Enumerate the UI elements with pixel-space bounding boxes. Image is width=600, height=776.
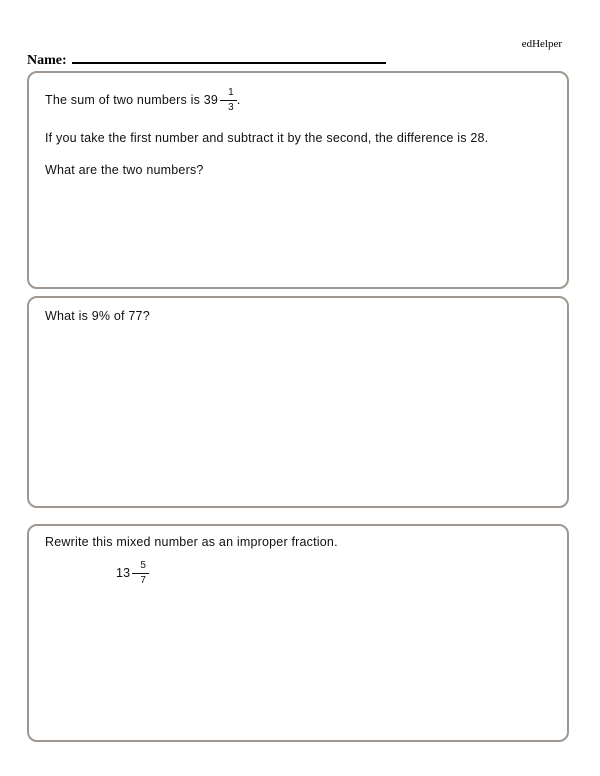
brand-logo-text: edHelper — [521, 38, 562, 50]
problem-1-line-1 — [45, 87, 551, 113]
fraction-denominator: 7 — [140, 574, 146, 586]
name-label: Name: — [27, 53, 67, 68]
problem-1-statement-prefix: The sum of two numbers is — [45, 93, 201, 107]
name-blank-line — [72, 50, 386, 64]
whole-number: 13 — [116, 566, 131, 580]
fraction-numerator: 1 — [220, 87, 237, 101]
problem-2-content — [29, 298, 567, 324]
fraction — [132, 560, 149, 586]
fraction-numerator: 5 — [132, 560, 149, 574]
problem-3-mixed-number-row — [116, 560, 551, 586]
problem-3-content — [29, 526, 567, 586]
problem-1-question: What are the two numbers? — [45, 163, 204, 177]
mixed-number-13-5-7 — [116, 560, 149, 586]
problem-2-question: What is 9% of 77? — [45, 309, 150, 323]
problem-box-1 — [27, 71, 569, 289]
problem-1-content — [29, 73, 567, 178]
whole-number: 39 — [203, 93, 219, 107]
problem-3-instruction: Rewrite this mixed number as an improper fraction. — [45, 535, 338, 549]
mixed-number-39-1-3 — [204, 87, 237, 113]
problem-box-2 — [27, 296, 569, 508]
fraction — [220, 87, 237, 113]
fraction-denominator: 3 — [228, 101, 234, 113]
problem-box-3 — [27, 524, 569, 742]
sentence-period: . — [236, 93, 241, 107]
problem-1-line-2: If you take the first number and subtract it by the second, the difference is 28. — [45, 131, 489, 145]
name-row — [27, 50, 386, 69]
